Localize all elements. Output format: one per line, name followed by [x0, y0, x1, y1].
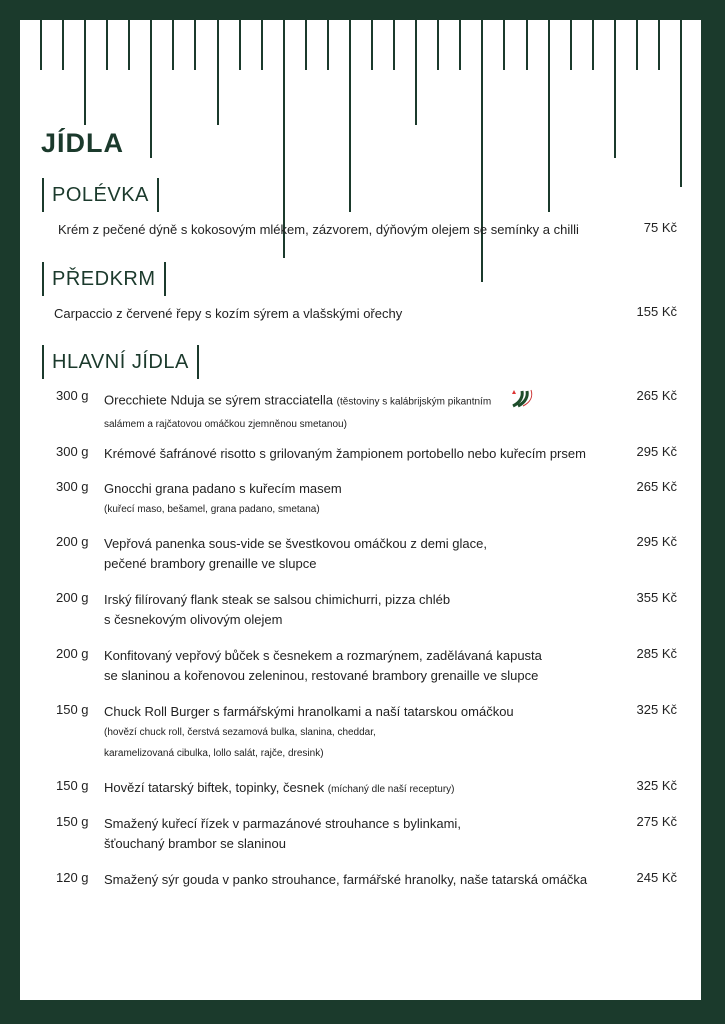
item-note-line2: karamelizovaná cibulka, lollo salát, rajče, dresink): [104, 748, 324, 759]
item-note: (hovězí chuck roll, čerstvá sezamová bulka, slanina, cheddar,: [104, 727, 376, 738]
item-note: (míchaný dle naší receptury): [327, 784, 455, 795]
decorative-tick-line: [393, 20, 395, 70]
item-weight: 300 g: [56, 388, 89, 403]
decorative-tick-line: [459, 20, 461, 70]
section-header-hlavni-jidla: HLAVNÍ JÍDLA: [42, 345, 199, 379]
item-text: [104, 534, 604, 574]
decorative-tick-line: [481, 20, 483, 282]
decorative-tick-line: [526, 20, 528, 70]
item-weight: 150 g: [56, 814, 89, 829]
item-weight: 200 g: [56, 534, 89, 549]
item-price: 355 Kč: [636, 590, 677, 605]
decorative-tick-line: [261, 20, 263, 70]
decorative-tick-line: [437, 20, 439, 70]
item-description: Krémové šafránové risotto s grilovaným žampionem portobello nebo kuřecím prsem: [104, 446, 586, 461]
item-description: Orecchiete Nduja se sýrem stracciatella: [104, 392, 334, 408]
item-description: Irský filírovaný flank steak se salsou chimichurri, pizza chléb: [104, 592, 451, 607]
decorative-tick-line: [570, 20, 572, 70]
decorative-tick-line: [40, 20, 42, 70]
item-description-line2: pečené brambory grenaille ve slupce: [104, 556, 317, 571]
item-description-line2: se slaninou a kořenovou zeleninou, restované brambory grenaille ve slupce: [104, 668, 539, 683]
item-text: [104, 646, 604, 686]
item-description: Krém z pečené dýně s kokosovým mlékem, zázvorem, dýňovým olejem se semínky a chilli: [58, 222, 579, 237]
item-description-line2: s česnekovým olivovým olejem: [104, 612, 283, 627]
item-description: Smažený kuřecí řízek v parmazánové strouhance s bylinkami,: [104, 816, 461, 831]
item-description-line2: šťouchaný brambor se slaninou: [104, 836, 286, 851]
item-price: 295 Kč: [636, 534, 677, 549]
item-note: (kuřecí maso, bešamel, grana padano, smetana): [104, 504, 320, 515]
item-text: [104, 702, 604, 764]
item-text: [104, 388, 584, 435]
item-price: 325 Kč: [636, 778, 677, 793]
item-text: [104, 479, 604, 520]
decorative-tick-line: [592, 20, 594, 70]
decorative-tick-line: [150, 20, 152, 158]
item-weight: 200 g: [56, 590, 89, 605]
decorative-tick-line: [503, 20, 505, 70]
item-description: Carpaccio z červené řepy s kozím sýrem a vlašskými ořechy: [54, 306, 403, 321]
section-header-predkrm: PŘEDKRM: [42, 262, 166, 296]
item-text: [104, 778, 604, 800]
item-price: 265 Kč: [636, 388, 677, 403]
decorative-tick-line: [415, 20, 417, 125]
item-note: salámem a rajčatovou omáčkou zjemněnou smetanou): [104, 419, 347, 430]
decorative-tick-line: [239, 20, 241, 70]
item-note: (těstoviny s kalábrijským pikantním: [336, 396, 492, 408]
item-text: [104, 814, 604, 854]
decorative-tick-line: [128, 20, 130, 70]
item-weight: 150 g: [56, 702, 89, 717]
item-description: Smažený sýr gouda v panko strouhance, farmářské hranolky, naše tatarská omáčka: [104, 872, 588, 887]
item-description: Vepřová panenka sous-vide se švestkovou omáčkou z demi glace,: [104, 536, 487, 551]
decorative-tick-line: [194, 20, 196, 70]
item-weight: 300 g: [56, 444, 89, 459]
item-description: Konfitovaný vepřový bůček s česnekem a rozmarýnem, zadělávaná kapusta: [104, 648, 542, 663]
item-weight: 200 g: [56, 646, 89, 661]
decorative-tick-line: [62, 20, 64, 70]
decorative-tick-line: [172, 20, 174, 70]
item-price: 285 Kč: [636, 646, 677, 661]
item-weight: 120 g: [56, 870, 89, 885]
decorative-tick-line: [106, 20, 108, 70]
decorative-tick-line: [217, 20, 219, 125]
decorative-tick-line: [327, 20, 329, 70]
item-price: 325 Kč: [636, 702, 677, 717]
decorative-tick-line: [305, 20, 307, 70]
item-weight: 300 g: [56, 479, 89, 494]
decorative-tick-line: [84, 20, 86, 125]
chili-pepper-icon: [509, 388, 535, 414]
item-description: Chuck Roll Burger s farmářskými hranolkami a naší tatarskou omáčkou: [104, 704, 514, 719]
item-price: 155 Kč: [636, 304, 677, 319]
item-price: 245 Kč: [636, 870, 677, 885]
decorative-tick-line: [636, 20, 638, 70]
decorative-tick-line: [548, 20, 550, 212]
item-price: 265 Kč: [636, 479, 677, 494]
decorative-tick-line: [680, 20, 682, 187]
item-description: Hovězí tatarský biftek, topinky, česnek: [104, 780, 325, 795]
decorative-tick-line: [371, 20, 373, 70]
item-description: Gnocchi grana padano s kuřecím masem: [104, 481, 342, 496]
page-title: JÍDLA: [41, 128, 125, 158]
section-header-polevka: POLÉVKA: [42, 178, 159, 212]
item-price: 295 Kč: [636, 444, 677, 459]
item-text: [104, 590, 604, 630]
menu-page: [20, 20, 701, 1000]
decorative-tick-line: [614, 20, 616, 158]
item-price: 275 Kč: [636, 814, 677, 829]
decorative-tick-line: [658, 20, 660, 70]
item-weight: 150 g: [56, 778, 89, 793]
item-price: 75 Kč: [643, 220, 677, 235]
decorative-tick-line: [349, 20, 351, 212]
